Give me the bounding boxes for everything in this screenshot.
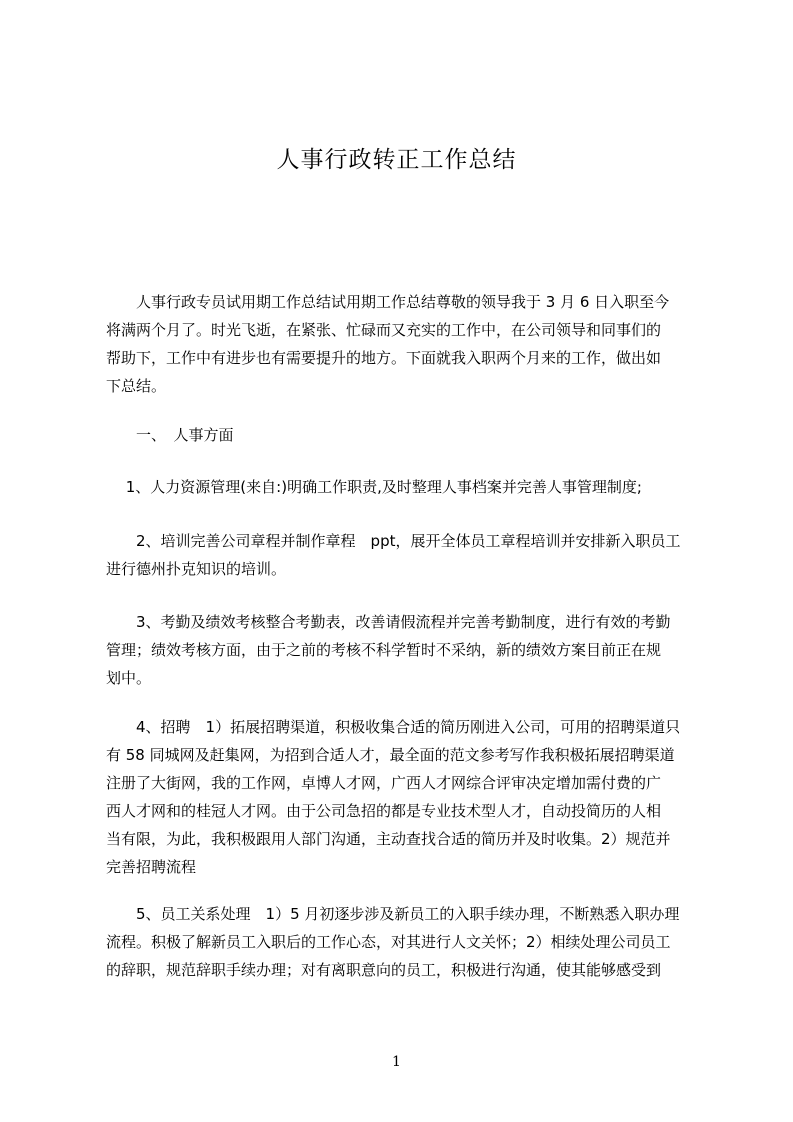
section-heading-text: 一、 人事方面 bbox=[106, 426, 234, 444]
page-number: 1 bbox=[392, 1054, 401, 1070]
paragraph-line: 有 58 同城网及赶集网，为招到合适人才，最全面的范文参考写作我积极拓展招聘渠道 bbox=[106, 746, 675, 764]
paragraph-line: 2、培训完善公司章程并制作章程 ppt，展开全体员工章程培训并安排新入职员工 bbox=[106, 532, 681, 550]
paragraph-line: 完善招聘流程 bbox=[106, 858, 197, 876]
item-4-paragraph bbox=[106, 713, 702, 881]
paragraph-line: 注册了大街网，我的工作网，卓博人才网，广西人才网综合评审决定增加需付费的广 bbox=[106, 774, 662, 792]
section-heading-personnel bbox=[106, 421, 702, 449]
paragraph-line: 西人才网和的桂冠人才网。由于公司急招的都是专业技术型人才，自动投简历的人相 bbox=[106, 802, 662, 820]
paragraph-line: 5、员工关系处理 1）5 月初逐步涉及新员工的入职手续办理，不断熟悉入职办理 bbox=[106, 905, 680, 923]
item-1-paragraph bbox=[106, 473, 702, 501]
paragraph-line: 进行德州扑克知识的培训。 bbox=[106, 560, 287, 578]
paragraph-line: 帮助下，工作中有进步也有需要提升的地方。下面就我入职两个月来的工作，做出如 bbox=[106, 349, 662, 367]
item-3-paragraph bbox=[106, 608, 702, 692]
paragraph-line: 将满两个月了。时光飞逝，在紧张、忙碌而又充实的工作中，在公司领导和同事们的 bbox=[106, 321, 662, 339]
document-title: 人事行政转正工作总结 bbox=[276, 147, 517, 173]
paragraph-line: 流程。积极了解新员工入职后的工作心态，对其进行人文关怀；2）相续处理公司员工 bbox=[106, 933, 671, 951]
paragraph-line: 当有限，为此，我积极跟用人部门沟通，主动查找合适的简历并及时收集。2）规范并 bbox=[106, 830, 671, 848]
paragraph-line: 下总结。 bbox=[106, 377, 167, 395]
paragraph-line: 人事行政专员试用期工作总结试用期工作总结尊敬的领导我于 3 月 6 日入职至今 bbox=[106, 293, 670, 311]
paragraph-line: 3、考勤及绩效考核整合考勤表，改善请假流程并完善考勤制度，进行有效的考勤 bbox=[106, 613, 671, 631]
paragraph-line: 管理；绩效考核方面，由于之前的考核不科学暂时不采纳，新的绩效方案目前正在规 bbox=[106, 641, 662, 659]
paragraph-line: 1、人力资源管理(来自:)明确工作职责,及时整理人事档案并完善人事管理制度; bbox=[106, 478, 642, 496]
paragraph-line: 划中。 bbox=[106, 669, 152, 687]
item-5-paragraph bbox=[106, 900, 702, 984]
paragraph-line: 4、招聘 1）拓展招聘渠道，积极收集合适的简历刚进入公司，可用的招聘渠道只 bbox=[106, 718, 681, 736]
item-2-paragraph bbox=[106, 527, 702, 583]
paragraph-line: 的辞职，规范辞职手续办理；对有离职意向的员工，积极进行沟通，使其能够感受到 bbox=[106, 961, 662, 979]
intro-paragraph bbox=[106, 288, 702, 400]
